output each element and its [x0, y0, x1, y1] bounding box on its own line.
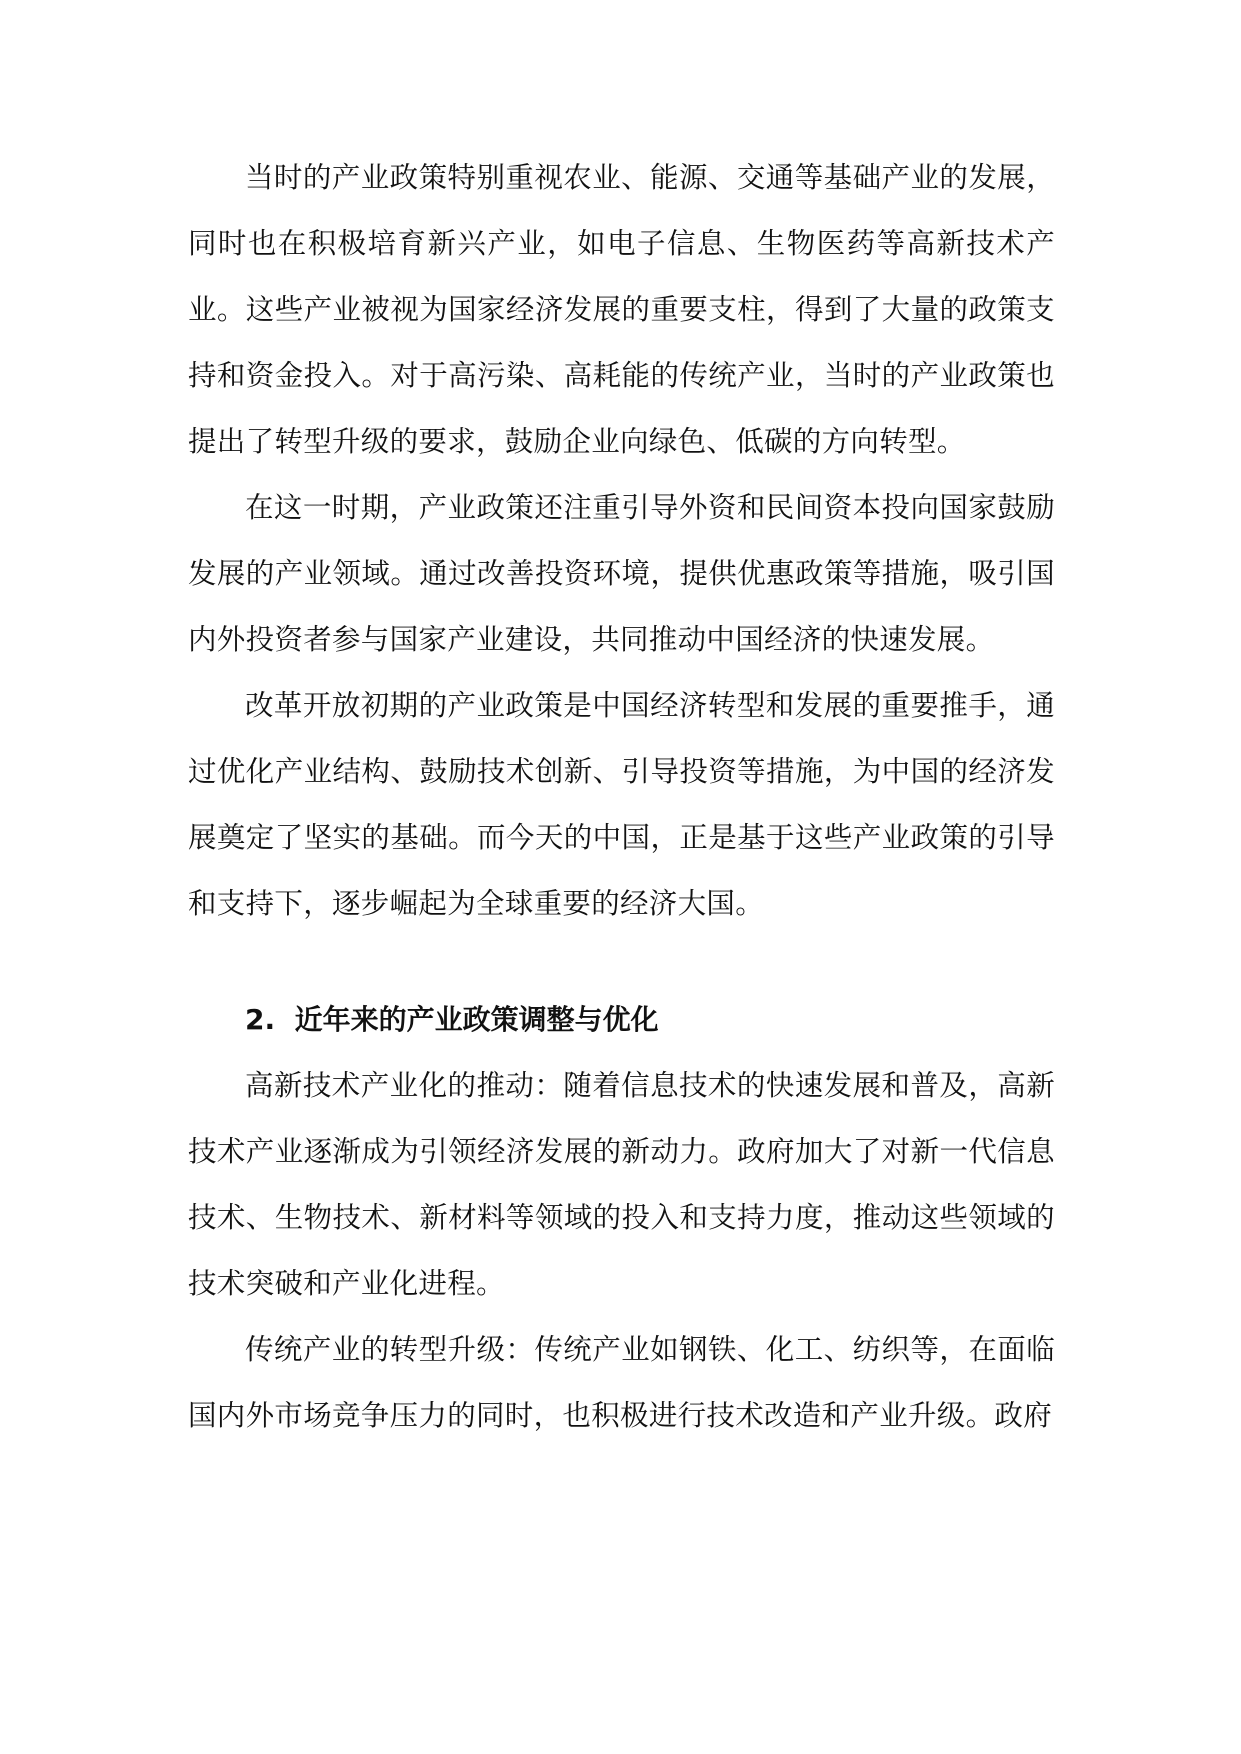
paragraph-basic-industries: 当时的产业政策特别重视农业、能源、交通等基础产业的发展，同时也在积极培育新兴产业，如电子信息、生物医药等高新技术产业。这些产业被视为国家经济发展的重要支柱，得到了大量的政策支持和资金投入。对于高污染、高耗能的传统产业，当时的产业政策也提出了转型升级的要求，鼓励企业向绿色、低碳的方向转型。: [188, 161, 1055, 458]
paragraph-foreign-investment: 在这一时期，产业政策还注重引导外资和民间资本投向国家鼓励发展的产业领域。通过改善投资环境，提供优惠政策等措施，吸引国内外投资者参与国家产业建设，共同推动中国经济的快速发展。: [188, 491, 1055, 656]
section-heading-title: 近年来的产业政策调整与优化: [294, 1003, 659, 1036]
paragraph-reform-summary: 改革开放初期的产业政策是中国经济转型和发展的重要推手，通过优化产业结构、鼓励技术创新、引导投资等措施，为中国的经济发展奠定了坚实的基础。而今天的中国，正是基于这些产业政策的引导和支持下，逐步崛起为全球重要的经济大国。: [188, 689, 1055, 920]
section-heading-number: 2.: [245, 1003, 276, 1036]
section-spacer: [188, 937, 1055, 987]
paragraph-traditional-industries: 传统产业的转型升级：传统产业如钢铁、化工、纺织等，在面临国内外市场竞争压力的同时，也积极进行技术改造和产业升级。政府: [188, 1333, 1055, 1432]
document-body: [188, 145, 1055, 1449]
paragraph-high-tech: 高新技术产业化的推动：随着信息技术的快速发展和普及，高新技术产业逐渐成为引领经济发展的新动力。政府加大了对新一代信息技术、生物技术、新材料等领域的投入和支持力度，推动这些领域的技术突破和产业化进程。: [188, 1069, 1055, 1300]
section-heading: [188, 987, 1055, 1053]
